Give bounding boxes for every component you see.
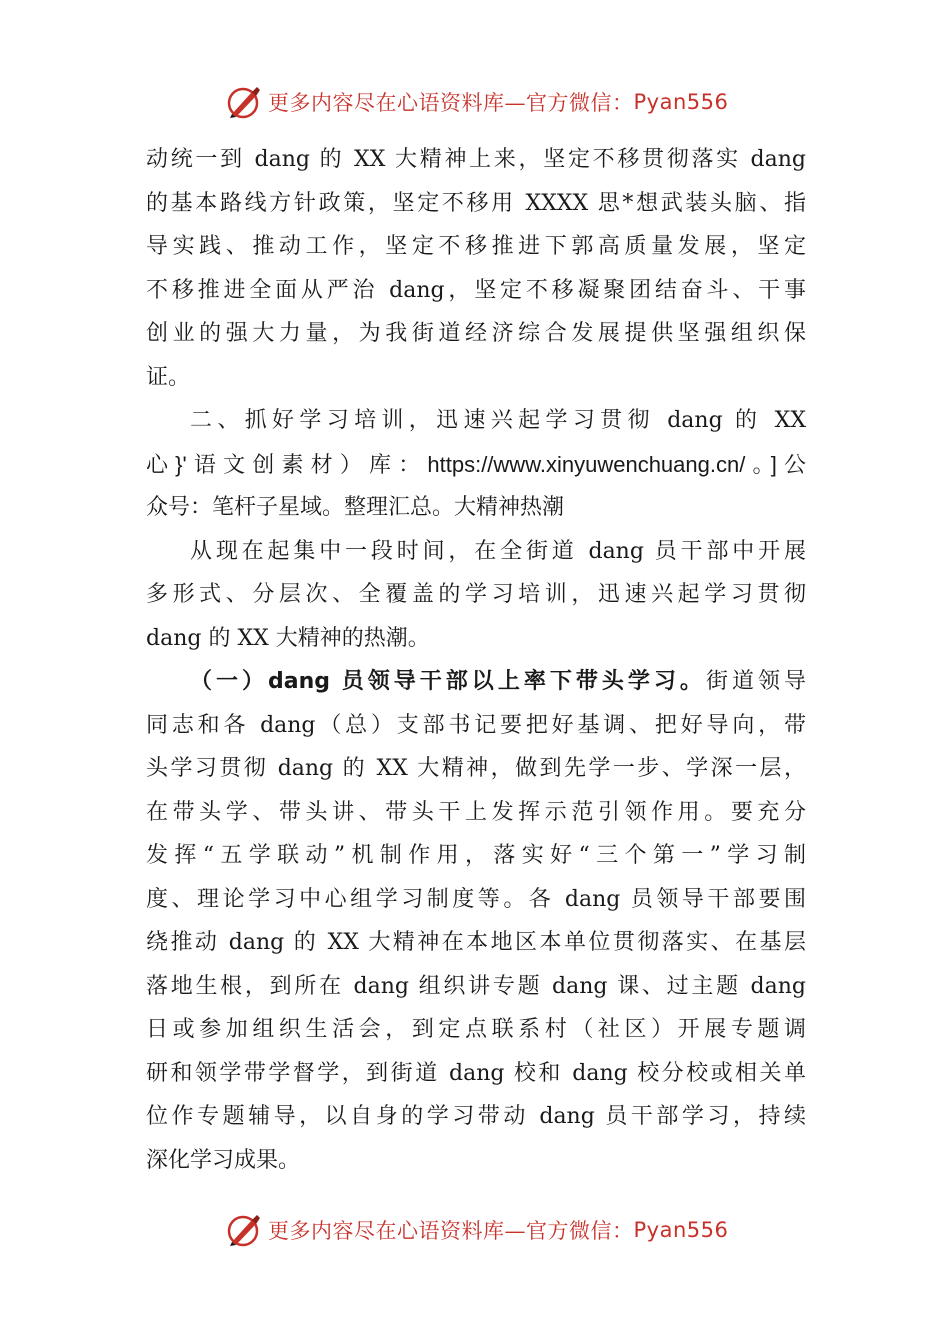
body-line: 度、理论学习中心组学习制度等。各 dang 员领导干部要围 xyxy=(146,886,806,912)
body-line: 导实践、推动工作，坚定不移推进下郭高质量发展，坚定 xyxy=(146,234,806,259)
body-line: 在带头学、带头讲、带头干上发挥示范引领作用。要充分 xyxy=(146,799,806,825)
body-line: 创业的强大力量，为我街道经济综合发展提供坚强组织保 xyxy=(146,321,806,346)
header-banner xyxy=(226,82,746,122)
section-heading-line: 二、抓好学习培训，迅速兴起学习贯彻 dang 的 XX xyxy=(190,408,806,433)
sub-heading-line xyxy=(146,660,806,704)
body-line: 证。 xyxy=(146,364,191,390)
pen-logo-icon xyxy=(226,84,262,120)
sub-heading: （一）dang 员领导干部以上率下带头学习。 xyxy=(190,669,706,694)
body-line: dang 的 XX 大精神的热潮。 xyxy=(146,625,430,651)
body-line: 研和领学带学督学，到街道 dang 校和 dang 校分校或相关单 xyxy=(146,1060,806,1086)
inserted-ad-line: 众号：笔杆子星域。整理汇总。大精神热潮 xyxy=(146,495,565,520)
sub-heading-rest: 街道领导 xyxy=(705,669,806,694)
body-line: 的基本路线方针政策，坚定不移用 XXXX 思*想武装头脑、指 xyxy=(146,190,806,216)
body-line: 多形式、分层次、全覆盖的学习培训，迅速兴起学习贯彻 xyxy=(146,582,806,607)
body-line: 发挥“五学联动”机制作用，落实好“三个第一”学习制 xyxy=(146,843,806,868)
body-line: 动统一到 dang 的 XX 大精神上来，坚定不移贯彻落实 dang xyxy=(146,147,806,172)
footer-banner-contact: Pyan556 xyxy=(633,1218,729,1242)
body-line: 日或参加组织生活会，到定点联系村（社区）开展专题调 xyxy=(146,1017,806,1042)
footer-banner xyxy=(226,1210,746,1250)
pen-logo-icon xyxy=(226,1212,262,1248)
document-body xyxy=(146,138,806,1182)
body-line: 绕推动 dang 的 XX 大精神在本地区本单位贯彻落实、在基层 xyxy=(146,930,806,955)
header-banner-contact: Pyan556 xyxy=(633,90,729,114)
body-line: 落地生根，到所在 dang 组织讲专题 dang 课、过主题 dang xyxy=(146,973,806,999)
body-line: 位作专题辅导，以自身的学习带动 dang 员干部学习，持续 xyxy=(146,1104,806,1129)
body-line: 从现在起集中一段时间，在全街道 dang 员干部中开展 xyxy=(190,538,806,564)
footer-banner-text: 更多内容尽在心语资料库—官方微信： xyxy=(268,1219,634,1243)
header-banner-text: 更多内容尽在心语资料库—官方微信： xyxy=(268,91,634,115)
body-line: 不移推进全面从严治 dang，坚定不移凝聚团结奋斗、干事 xyxy=(146,277,806,303)
body-line: 同志和各 dang（总）支部书记要把好基调、把好导向，带 xyxy=(146,712,806,738)
body-line: 头学习贯彻 dang 的 XX 大精神，做到先学一步、学深一层， xyxy=(146,756,806,781)
body-line: 深化学习成果。 xyxy=(146,1147,301,1173)
inserted-ad-line: 心}'语文创素材）库：https://www.xinyuwenchuang.cn/。]公 xyxy=(146,451,806,477)
